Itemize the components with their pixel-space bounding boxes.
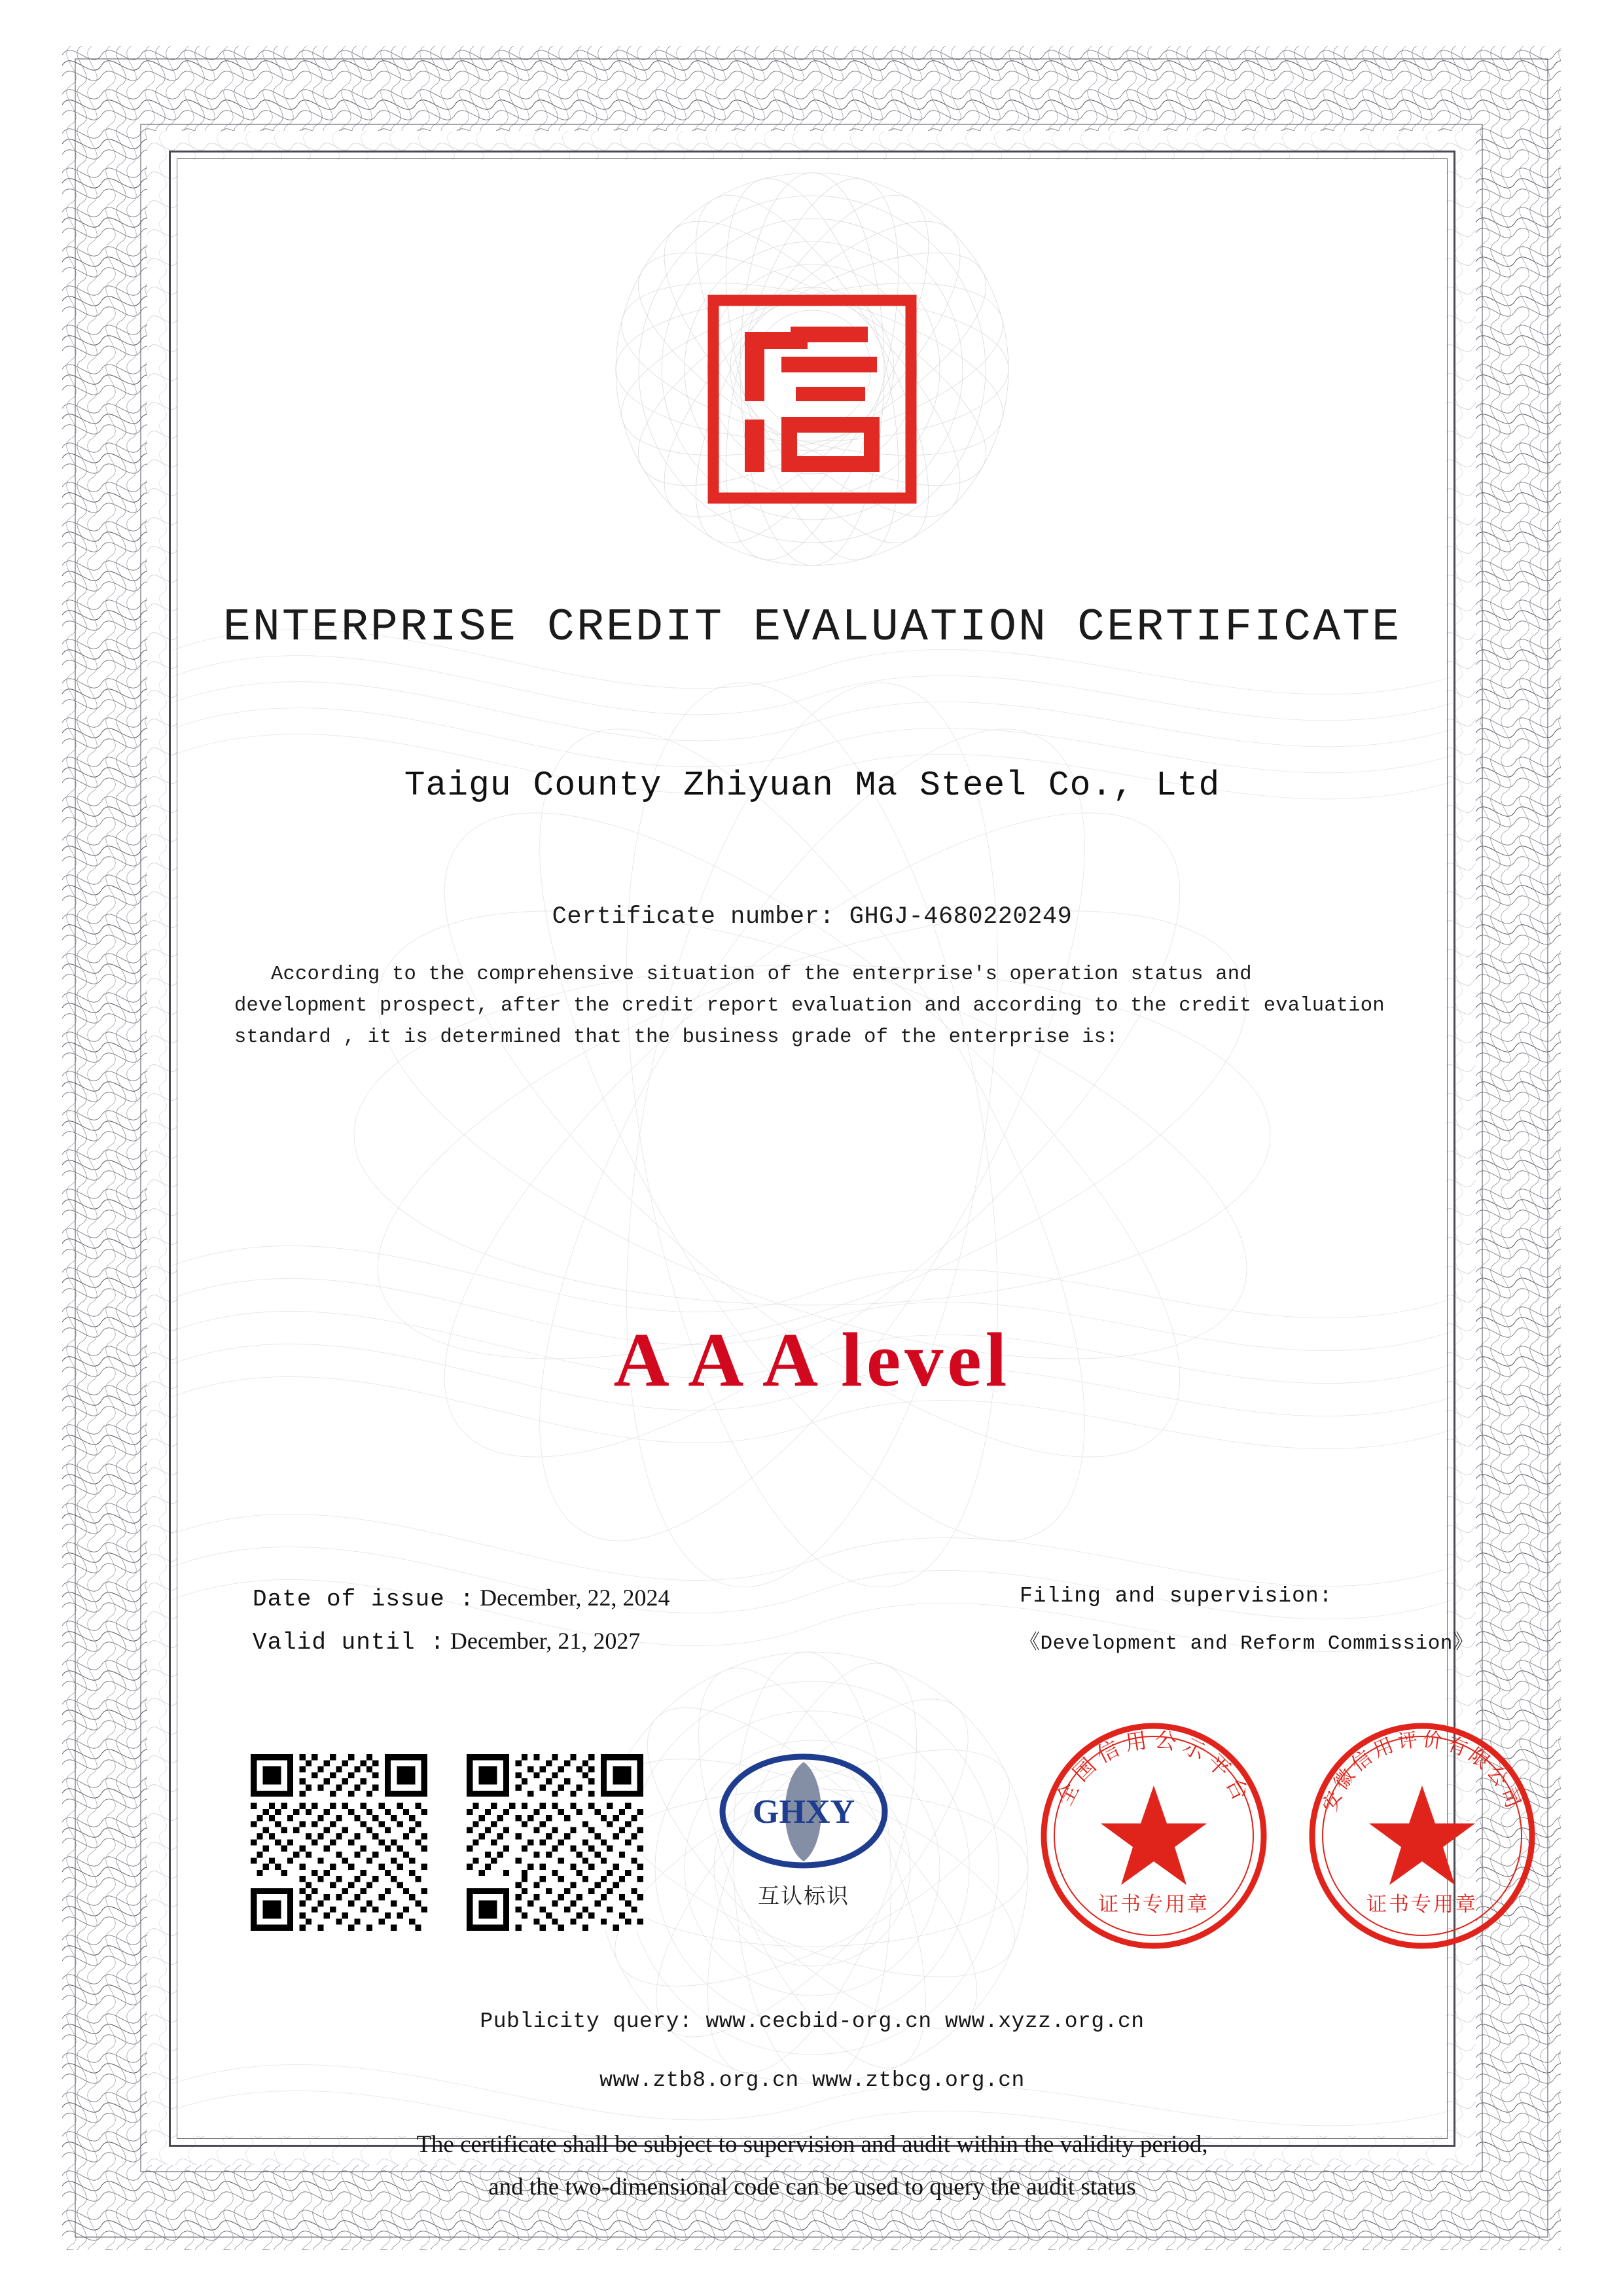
certificate-content bbox=[169, 151, 1525, 2200]
official-stamp-evaluation-company bbox=[1301, 1715, 1543, 1957]
company-name: Taigu County Zhiyuan Ma Steel Co., Ltd bbox=[404, 766, 1221, 805]
page-title: ENTERPRISE CREDIT EVALUATION CERTIFICATE bbox=[223, 602, 1402, 654]
qr-code-right[interactable] bbox=[467, 1754, 643, 1931]
stamp-inner-text-1: 证书专用章 bbox=[1098, 1893, 1209, 1916]
filing-label: Filing and supervision: bbox=[1020, 1584, 1333, 1608]
ghxy-mark-icon bbox=[705, 1748, 902, 1875]
stamp-outer-text-2: 安徽信用评价有限公司 bbox=[1319, 1729, 1525, 1815]
footer-note-line-2: and the two-dimensional code can be used to query the audit status bbox=[488, 2174, 1136, 2200]
ghxy-chinese-label: 互认标识 bbox=[758, 1884, 849, 1908]
body-paragraph bbox=[234, 959, 1393, 1053]
certificate-number: Certificate number: GHGJ-4680220249 bbox=[552, 903, 1073, 931]
official-stamp-national-platform bbox=[1033, 1715, 1275, 1957]
publicity-query-line-1: Publicity query: www.cecbid-org.cn www.xyzz.org.cn bbox=[480, 2009, 1145, 2034]
qr-code-left[interactable] bbox=[251, 1754, 427, 1931]
ghxy-logo bbox=[686, 1748, 921, 1910]
valid-until-row bbox=[253, 1627, 670, 1656]
dates-block bbox=[253, 1584, 670, 1670]
issue-date-label: Date of issue : bbox=[253, 1586, 475, 1613]
valid-until-value: December, 21, 2027 bbox=[450, 1628, 641, 1654]
ghxy-letters: GHXY bbox=[753, 1793, 855, 1831]
body-paragraph-text: According to the comprehensive situation of the enterprise's operation status and development prospect, after the credit report evaluation and according to the credit evaluation standard , it is determined that the business grade of the enterprise is: bbox=[234, 963, 1385, 1049]
stamp-outer-text-1: 全国信用公示平台 bbox=[1052, 1727, 1256, 1810]
issue-date-row bbox=[253, 1584, 670, 1613]
filing-block bbox=[1020, 1584, 1473, 1655]
credit-seal-logo-icon bbox=[704, 291, 920, 507]
issue-date-value: December, 22, 2024 bbox=[480, 1585, 670, 1611]
stamp-inner-text-2: 证书专用章 bbox=[1366, 1893, 1478, 1916]
publicity-query-line-2: www.ztb8.org.cn www.ztbcg.org.cn bbox=[599, 2068, 1025, 2092]
footer-note-line-1: The certificate shall be subject to supervision and audit within the validity period, bbox=[416, 2131, 1208, 2158]
valid-until-label: Valid until : bbox=[253, 1629, 445, 1656]
grade-value: A A A level bbox=[613, 1317, 1011, 1403]
filing-authority: 《Development and Reform Commission》 bbox=[1020, 1632, 1474, 1655]
